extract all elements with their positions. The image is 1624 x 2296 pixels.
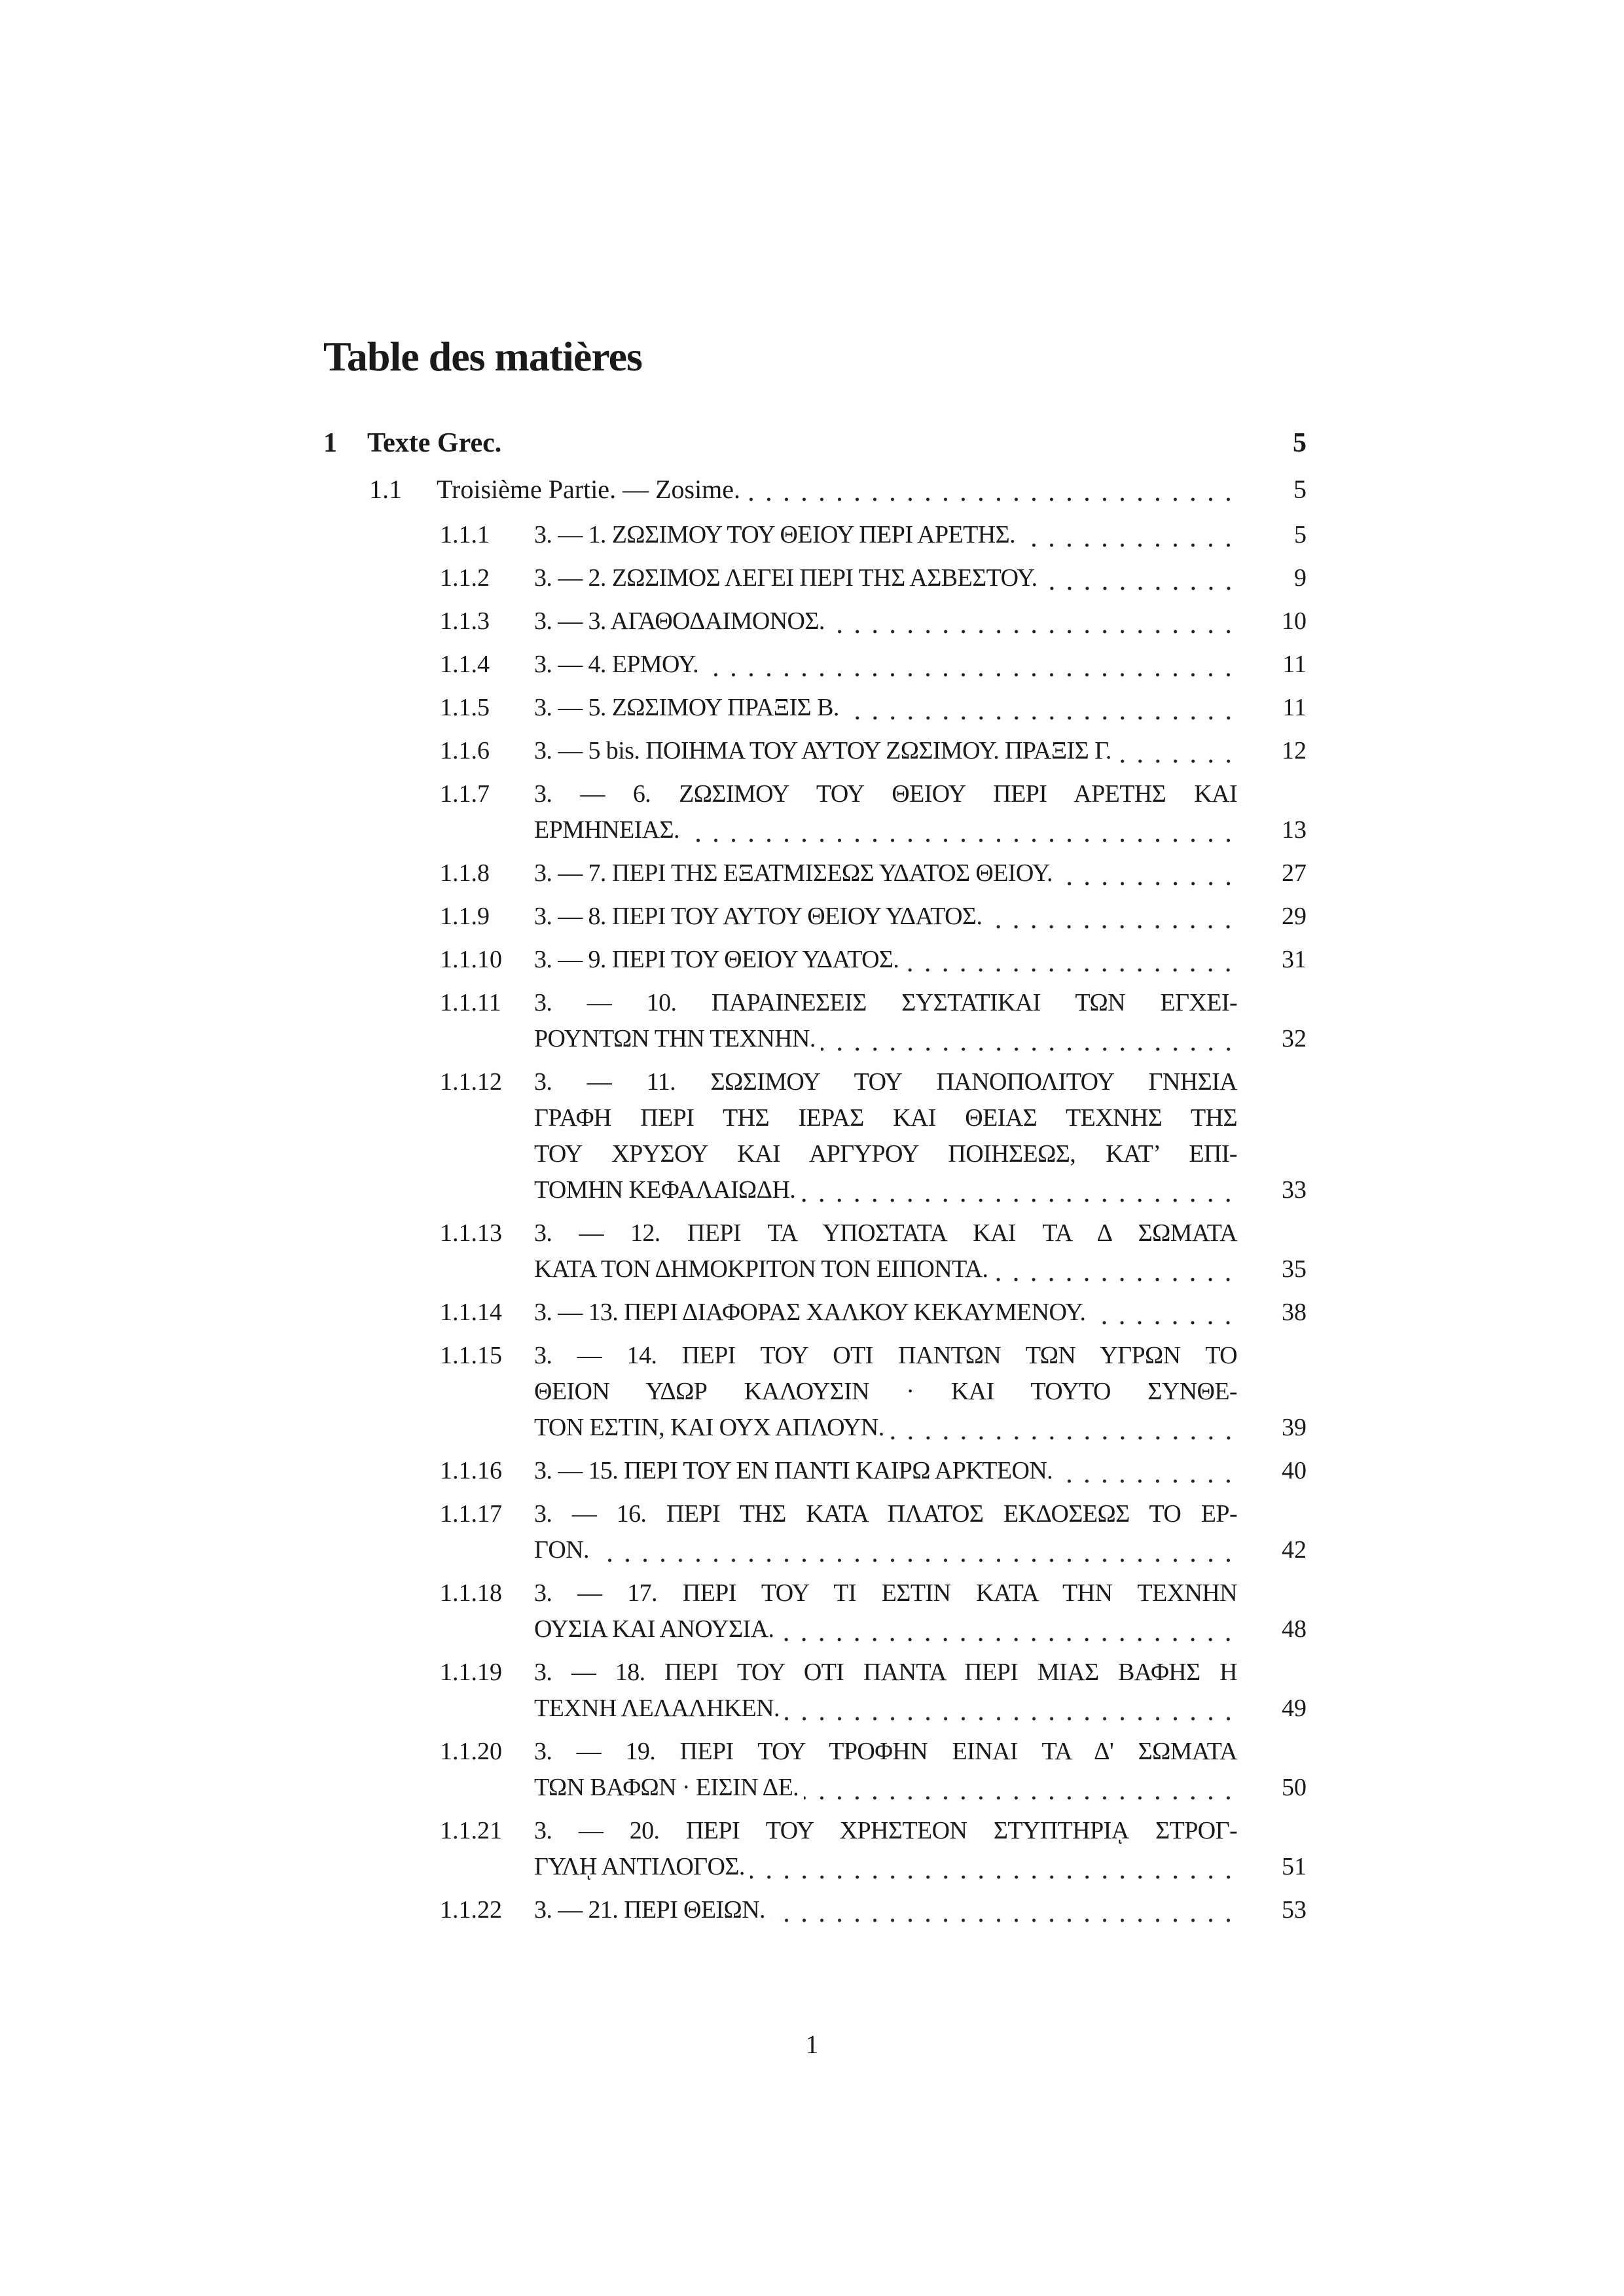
entry-title-line: 3. — 15. ΠΕΡΙ ΤΟΥ ΕΝ ΠΑΝΤΙ ΚΑΙΡΩ ΑΡΚΤΕΟΝ.	[534, 1457, 1053, 1484]
entry-title-line: ΕΡΜΗΝΕΙΑΣ.	[534, 816, 679, 844]
entry-title-line: 3. — 17. ΠΕΡΙ ΤΟΥ ΤΙ ΕΣΤΙΝ ΚΑΤΑ ΤΗΝ ΤΕΧΝΗΝ	[534, 1579, 1237, 1607]
entry-title-line: 3. — 12. ΠΕΡΙ ΤΑ ΥΠΟΣΤΑΤΑ ΚΑΙ ΤΑ Δ ΣΩΜΑΤΑ	[534, 1219, 1237, 1247]
toc-entry-row[interactable]	[440, 1338, 1307, 1446]
entry-page: 39	[1282, 1414, 1307, 1441]
entry-title-line: ΤΟΝ ΕΣΤΙΝ, ΚΑΙ ΟΥΧ ΑΠΛΟΥΝ.	[534, 1414, 884, 1441]
dot-leader	[685, 812, 1237, 848]
entry-title-last-line	[534, 942, 1237, 978]
toc-section-row[interactable]	[369, 471, 1307, 507]
entry-title-line: ΘΕΙΟΝ ΥΔΩΡ ΚΑΛΟΥΣΙΝ · ΚΑΙ ΤΟΥΤΟ ΣΥΝΘΕ-	[534, 1378, 1237, 1405]
dot-leader	[785, 1691, 1237, 1727]
entry-page: 40	[1282, 1457, 1307, 1484]
entry-page: 35	[1282, 1255, 1307, 1283]
chapter-label: Texte Grec.	[367, 428, 502, 458]
chapter-page: 5	[1293, 428, 1307, 458]
entry-title-line: ΤΩΝ ΒΑΦΩΝ · ΕΙΣΙΝ ΔΕ.	[534, 1774, 799, 1801]
entry-title-last-line	[534, 603, 1237, 639]
entry-title-last-line	[534, 1770, 1237, 1806]
entry-number: 1.1.5	[440, 694, 490, 721]
toc-entry-row[interactable]	[440, 690, 1307, 726]
entry-title-line: 3. — 7. ΠΕΡΙ ΤΗΣ ΕΞΑΤΜΙΣΕΩΣ ΥΔΑΤΟΣ ΘΕΙΟΥ.	[534, 859, 1053, 887]
entry-number: 1.1.10	[440, 946, 502, 973]
entry-title-last-line	[534, 1849, 1237, 1885]
dot-leader	[594, 1532, 1237, 1568]
entry-title-line: 3. — 16. ΠΕΡΙ ΤΗΣ ΚΑΤΑ ΠΛΑΤΟΣ ΕΚΔΟΣΕΩΣ ΤΟ ΕΡ-	[534, 1500, 1237, 1528]
entry-title-line: 3. — 2. ΖΩΣΙΜΟΣ ΛΕΓΕΙ ΠΕΡΙ ΤΗΣ ΑΣΒΕΣΤΟΥ.	[534, 564, 1038, 592]
entry-title-line: 3. — 5 bis. ΠΟΙΗΜΑ ΤΟΥ ΑΥΤΟΥ ΖΩΣΙΜΟΥ. ΠΡΑΞΙΣ Γ.	[534, 737, 1111, 764]
entry-title	[534, 899, 1237, 935]
toc-entry-row[interactable]	[440, 776, 1307, 848]
section-page: 5	[1293, 475, 1307, 504]
entry-page: 12	[1282, 737, 1307, 764]
entry-number: 1.1.9	[440, 903, 490, 930]
entry-title-line: 3. — 14. ΠΕΡΙ ΤΟΥ ΟΤΙ ΠΑΝΤΩΝ ΤΩΝ ΥΓΡΩΝ ΤΟ	[534, 1342, 1237, 1369]
dot-leader	[1043, 560, 1237, 596]
entry-title	[534, 942, 1237, 978]
dot-leader	[804, 1770, 1237, 1806]
entry-number: 1.1.14	[440, 1299, 502, 1326]
entry-title-line: 3. — 11. ΣΩΣΙΜΟΥ ΤΟΥ ΠΑΝΟΠΟΛΙΤΟΥ ΓΝΗΣΙΑ	[534, 1068, 1237, 1096]
entry-title-last-line	[534, 733, 1237, 769]
dot-leader	[821, 1021, 1237, 1057]
entry-page: 29	[1282, 903, 1307, 930]
toc-entry-row[interactable]	[440, 942, 1307, 978]
entry-title-last-line	[534, 517, 1237, 553]
entry-title	[534, 1338, 1237, 1446]
entry-title-last-line	[534, 1892, 1237, 1928]
entry-page: 49	[1282, 1695, 1307, 1722]
toc-entry-row[interactable]	[440, 1575, 1307, 1647]
entry-title	[534, 1655, 1237, 1727]
entry-title	[534, 647, 1237, 683]
entry-title-last-line	[534, 690, 1237, 726]
entry-number: 1.1.21	[440, 1817, 502, 1844]
entry-number: 1.1.6	[440, 737, 490, 764]
toc-entry-row[interactable]	[440, 1215, 1307, 1287]
toc-entry-row[interactable]	[440, 1734, 1307, 1806]
entry-number: 1.1.20	[440, 1738, 502, 1765]
toc-entry-row[interactable]	[440, 647, 1307, 683]
toc-entry-row[interactable]	[440, 985, 1307, 1057]
entry-title	[534, 1295, 1237, 1331]
toc-entry-row[interactable]	[440, 733, 1307, 769]
entry-title-line: 3. — 19. ΠΕΡΙ ΤΟΥ ΤΡΟΦΗΝ ΕΙΝΑΙ ΤΑ Δ' ΣΩΜΑΤΑ	[534, 1738, 1237, 1765]
toc-entry-row[interactable]	[440, 603, 1307, 639]
entry-number: 1.1.16	[440, 1457, 502, 1484]
entry-number: 1.1.18	[440, 1579, 502, 1607]
entry-title-line: 3. — 20. ΠΕΡΙ ΤΟΥ ΧΡΗΣΤΕΟΝ ΣΤΥΠΤΗΡΙᾼ ΣΤΡΟΓ-	[534, 1817, 1237, 1844]
entry-title-last-line	[534, 1532, 1237, 1568]
dot-leader	[779, 1611, 1237, 1647]
toc-subsection-list	[440, 517, 1307, 1935]
entry-title-line: 3. — 9. ΠΕΡΙ ΤΟΥ ΘΕΙΟΥ ΥΔΑΤΟΣ.	[534, 946, 899, 973]
dot-leader	[1058, 1453, 1237, 1489]
entry-title-line: 3. — 6. ΖΩΣΙΜΟΥ ΤΟΥ ΘΕΙΟΥ ΠΕΡΙ ΑΡΕΤΗΣ ΚΑΙ	[534, 780, 1237, 808]
entry-title-last-line	[534, 855, 1237, 891]
entry-title-line: 3. — 5. ΖΩΣΙΜΟΥ ΠΡΑΞΙΣ Β.	[534, 694, 839, 721]
dot-leader	[801, 1172, 1237, 1208]
entry-title-last-line	[534, 812, 1237, 848]
entry-title-line: 3. — 10. ΠΑΡΑΙΝΕΣΕΙΣ ΣΥΣΤΑΤΙΚΑΙ ΤΩΝ ΕΓΧΕΙ-	[534, 989, 1237, 1016]
entry-page: 11	[1282, 651, 1307, 678]
entry-page: 11	[1282, 694, 1307, 721]
entry-title-line: ΚΑΤΑ ΤΟΝ ΔΗΜΟΚΡΙΤΟΝ ΤΟΝ ΕΙΠΟΝΤΑ.	[534, 1255, 988, 1283]
entry-title-last-line	[534, 899, 1237, 935]
entry-title-last-line	[534, 1251, 1237, 1287]
entry-number: 1.1.4	[440, 651, 490, 678]
entry-title-line: ΓΡΑΦΗ ΠΕΡΙ ΤΗΣ ΙΕΡΑΣ ΚΑΙ ΘΕΙΑΣ ΤΕΧΝΗΣ ΤΗΣ	[534, 1104, 1237, 1132]
toc-entry-row[interactable]	[440, 517, 1307, 553]
entry-number: 1.1.13	[440, 1219, 502, 1247]
dot-leader	[987, 899, 1237, 935]
entry-title-line: 3. — 21. ΠΕΡΙ ΘΕΙΩΝ.	[534, 1896, 765, 1924]
dot-leader	[904, 942, 1237, 978]
entry-title	[534, 1892, 1237, 1928]
entry-title	[534, 603, 1237, 639]
chapter-number: 1	[323, 428, 337, 458]
dot-leader	[770, 1892, 1237, 1928]
entry-page: 50	[1282, 1774, 1307, 1801]
section-number: 1.1	[369, 475, 402, 504]
entry-number: 1.1.1	[440, 521, 490, 548]
entry-title	[534, 1215, 1237, 1287]
dot-leader	[890, 1410, 1237, 1446]
entry-page: 27	[1282, 859, 1307, 887]
entry-title	[534, 733, 1237, 769]
entry-page: 33	[1282, 1176, 1307, 1204]
toc-entry-row[interactable]	[440, 1295, 1307, 1331]
dot-leader	[1117, 733, 1237, 769]
toc-chapter-row[interactable]	[323, 425, 1307, 461]
entry-title-line: ΓΟΝ.	[534, 1536, 589, 1564]
entry-number: 1.1.3	[440, 607, 490, 635]
entry-title-line: ΤΟΥ ΧΡΥΣΟΥ ΚΑΙ ΑΡΓΥΡΟΥ ΠΟΙΗΣΕΩΣ, ΚΑΤ’ ΕΠΙ-	[534, 1140, 1237, 1168]
toc-entry-row[interactable]	[440, 899, 1307, 935]
entry-title	[534, 1813, 1237, 1885]
toc-entry-row[interactable]	[440, 1496, 1307, 1568]
entry-page: 51	[1282, 1853, 1307, 1880]
dot-leader	[750, 1849, 1237, 1885]
toc-entry-row[interactable]	[440, 1655, 1307, 1727]
entry-title-line: ΤΟΜΗΝ ΚΕΦΑΛΑΙΩΔΗ.	[534, 1176, 796, 1204]
dot-leader	[844, 690, 1237, 726]
entry-title-line: ΓΥΛῌ ΑΝΤΙΛΟΓΟΣ.	[534, 1853, 745, 1880]
toc-entry-row[interactable]	[440, 1453, 1307, 1489]
entry-title	[534, 690, 1237, 726]
dot-leader	[704, 647, 1237, 683]
entry-number: 1.1.15	[440, 1342, 502, 1369]
entry-title-last-line	[534, 647, 1237, 683]
entry-number: 1.1.8	[440, 859, 490, 887]
entry-title-last-line	[534, 1691, 1237, 1727]
entry-title-line: 3. — 3. ΑΓΑΘΟΔΑΙΜΟΝΟΣ.	[534, 607, 825, 635]
entry-page: 38	[1282, 1299, 1307, 1326]
entry-number: 1.1.22	[440, 1896, 502, 1924]
entry-title	[534, 776, 1237, 848]
page-number: 1	[805, 2030, 819, 2059]
toc-entry-row[interactable]	[440, 1064, 1307, 1208]
entry-title-line: 3. — 4. ΕΡΜΟΥ.	[534, 651, 699, 678]
entry-page: 53	[1282, 1896, 1307, 1924]
toc-entry-row[interactable]	[440, 1892, 1307, 1928]
entry-page: 5	[1294, 521, 1307, 548]
entry-number: 1.1.7	[440, 780, 490, 808]
dot-leader	[1020, 517, 1237, 553]
entry-page: 42	[1282, 1536, 1307, 1564]
dot-leader	[993, 1251, 1237, 1287]
entry-title-line: ΟΥΣΙΑ ΚΑΙ ΑΝΟΥΣΙΑ.	[534, 1615, 774, 1643]
entry-number: 1.1.12	[440, 1068, 502, 1096]
entry-title	[534, 1575, 1237, 1647]
entry-title	[534, 855, 1237, 891]
entry-title-line: 3. — 13. ΠΕΡΙ ΔΙΑΦΟΡΑΣ ΧΑΛΚΟΥ ΚΕΚΑΥΜΕΝΟΥ.	[534, 1299, 1086, 1326]
entry-title-line: 3. — 8. ΠΕΡΙ ΤΟΥ ΑΥΤΟΥ ΘΕΙΟΥ ΥΔΑΤΟΣ.	[534, 903, 983, 930]
entry-number: 1.1.17	[440, 1500, 502, 1528]
entry-title	[534, 517, 1237, 553]
toc-entry-row[interactable]	[440, 1813, 1307, 1885]
entry-title-last-line	[534, 1410, 1237, 1446]
entry-title	[534, 1453, 1237, 1489]
entry-title-line: ΡΟΥΝΤΩΝ ΤΗΝ ΤΕΧΝΗΝ.	[534, 1025, 816, 1052]
entry-title-line: ΤΕΧΝΗ ΛΕΛΑΛΗΚΕΝ.	[534, 1695, 780, 1722]
dot-leader	[830, 603, 1237, 639]
dot-leader	[1058, 855, 1237, 891]
section-label: Troisième Partie. — Zosime.	[437, 475, 741, 504]
dot-leader	[746, 471, 1237, 507]
entry-title	[534, 1064, 1237, 1208]
entry-title-last-line	[534, 1021, 1237, 1057]
entry-title	[534, 1496, 1237, 1568]
toc-entry-row[interactable]	[440, 560, 1307, 596]
entry-page: 32	[1282, 1025, 1307, 1052]
entry-page: 10	[1282, 607, 1307, 635]
entry-title-last-line	[534, 1295, 1237, 1331]
entry-title-last-line	[534, 560, 1237, 596]
page-title: Table des matières	[323, 333, 642, 380]
entry-number: 1.1.2	[440, 564, 490, 592]
entry-page: 9	[1294, 564, 1307, 592]
entry-title-last-line	[534, 1611, 1237, 1647]
entry-number: 1.1.11	[440, 989, 501, 1016]
entry-page: 31	[1282, 946, 1307, 973]
entry-title-line: 3. — 1. ΖΩΣΙΜΟΥ ΤΟΥ ΘΕΙΟΥ ΠΕΡΙ ΑΡΕΤΗΣ.	[534, 521, 1016, 548]
entry-page: 13	[1282, 816, 1307, 844]
entry-title-line: 3. — 18. ΠΕΡΙ ΤΟΥ ΟΤΙ ΠΑΝΤΑ ΠΕΡΙ ΜΙΑΣ ΒΑΦΗΣ Η	[534, 1659, 1237, 1686]
entry-page: 48	[1282, 1615, 1307, 1643]
toc-entry-row[interactable]	[440, 855, 1307, 891]
dot-leader	[1091, 1295, 1237, 1331]
entry-title-last-line	[534, 1453, 1237, 1489]
entry-title	[534, 1734, 1237, 1806]
entry-title-last-line	[534, 1172, 1237, 1208]
entry-number: 1.1.19	[440, 1659, 502, 1686]
entry-title	[534, 985, 1237, 1057]
entry-title	[534, 560, 1237, 596]
